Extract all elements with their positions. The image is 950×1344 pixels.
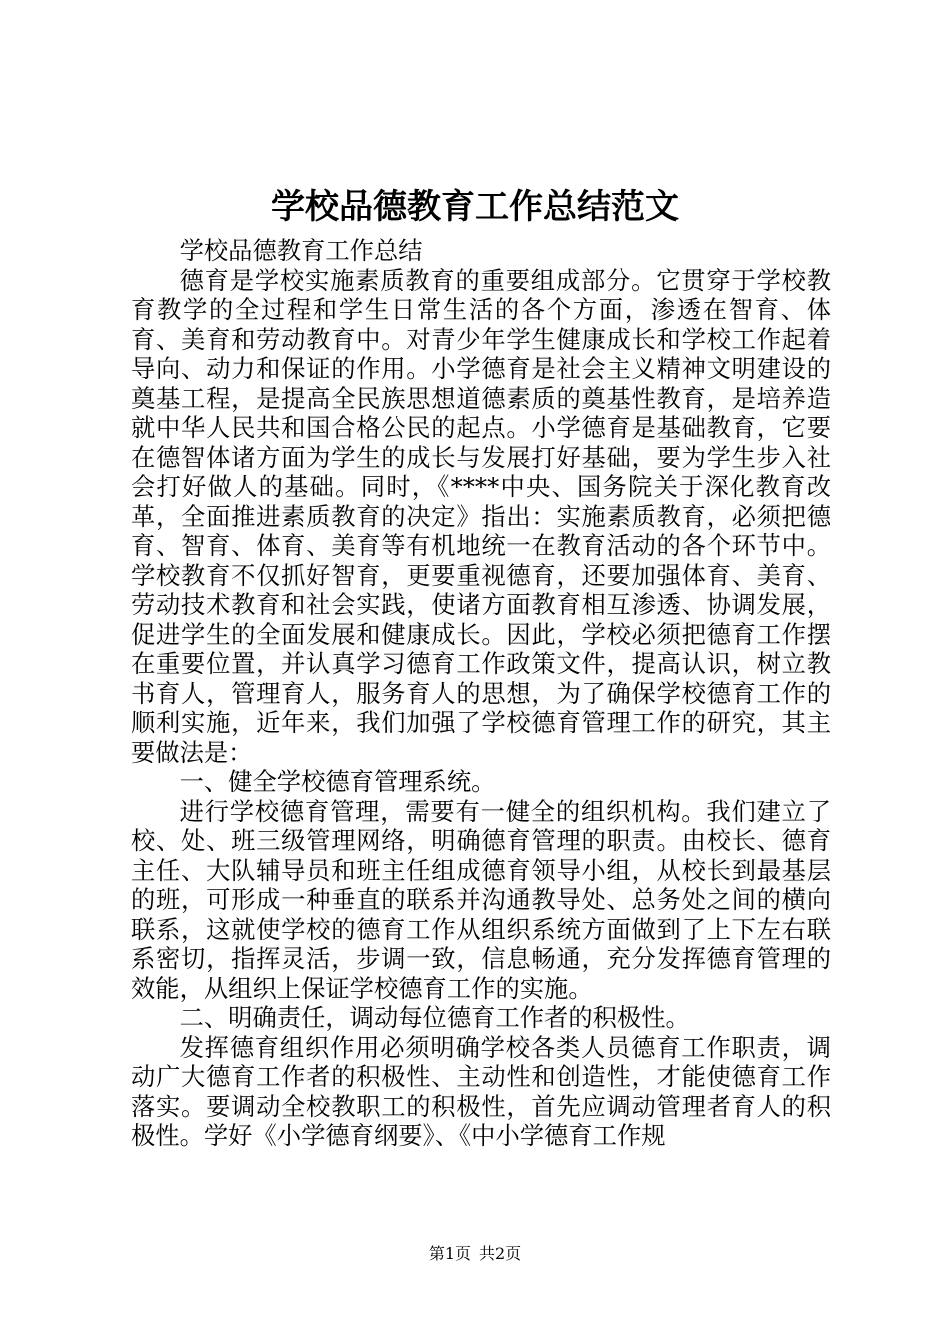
page-footer [0,1244,950,1264]
section-heading: 二、明确责任，调动每位德育工作者的积极性。 [179,1003,690,1032]
page-number: 第1页 [428,1244,471,1263]
document-body [131,236,831,1151]
body-paragraph: 进行学校德育管理，需要有一健全的组织机构。我们建立了校、处、班三级管理网络，明确德育管理的职责。由校长、德育主任、大队辅导员和班主任组成德育领导小组，从校长到最基层的班，可形成一种垂直的联系并沟通教导处、总务处之间的横向联系，这就使学校的德育工作从组织系统方面做到了上下左右联系密切，指挥灵活，步调一致，信息畅通，充分发挥德育管理的效能，从组织上保证学校德育工作的实施。 [131,796,831,1003]
page-total: 共2页 [479,1244,522,1263]
section-heading: 一、健全学校德育管理系统。 [179,767,496,796]
body-paragraph: 发挥德育组织作用必须明确学校各类人员德育工作职责，调动广大德育工作者的积极性、主动性和创造性，才能使德育工作落实。要调动全校教职工的积极性，首先应调动管理者育人的积极性。学好《小学德育纲要》、《中小学德育工作规 [131,1032,831,1150]
document-title: 学校品德教育工作总结范文 [271,187,679,227]
body-paragraph: 德育是学校实施素质教育的重要组成部分。它贯穿于学校教育教学的全过程和学生日常生活的各个方面，渗透在智育、体育、美育和劳动教育中。对青少年学生健康成长和学校工作起着导向、动力和保证的作用。小学德育是社会主义精神文明建设的奠基工程，是提高全民族思想道德素质的奠基性教育，是培养造就中华人民共和国合格公民的起点。小学德育是基础教育，它要在德智体诸方面为学生的成长与发展打好基础，要为学生步入社会打好做人的基础。同时，《****中央、国务院关于深化教育改革，全面推进素质教育的决定》指出：实施素质教育，必须把德育、智育、体育、美育等有机地统一在教育活动的各个环节中。学校教育不仅抓好智育，更要重视德育，还要加强体育、美育、劳动技术教育和社会实践，使诸方面教育相互渗透、协调发展，促进学生的全面发展和健康成长。因此，学校必须把德育工作摆在重要位置，并认真学习德育工作政策文件，提高认识，树立教书育人，管理育人，服务育人的思想，为了确保学校德育工作的顺利实施，近年来，我们加强了学校德育管理工作的研究，其主要做法是： [131,265,831,767]
subtitle-paragraph: 学校品德教育工作总结 [179,236,423,265]
